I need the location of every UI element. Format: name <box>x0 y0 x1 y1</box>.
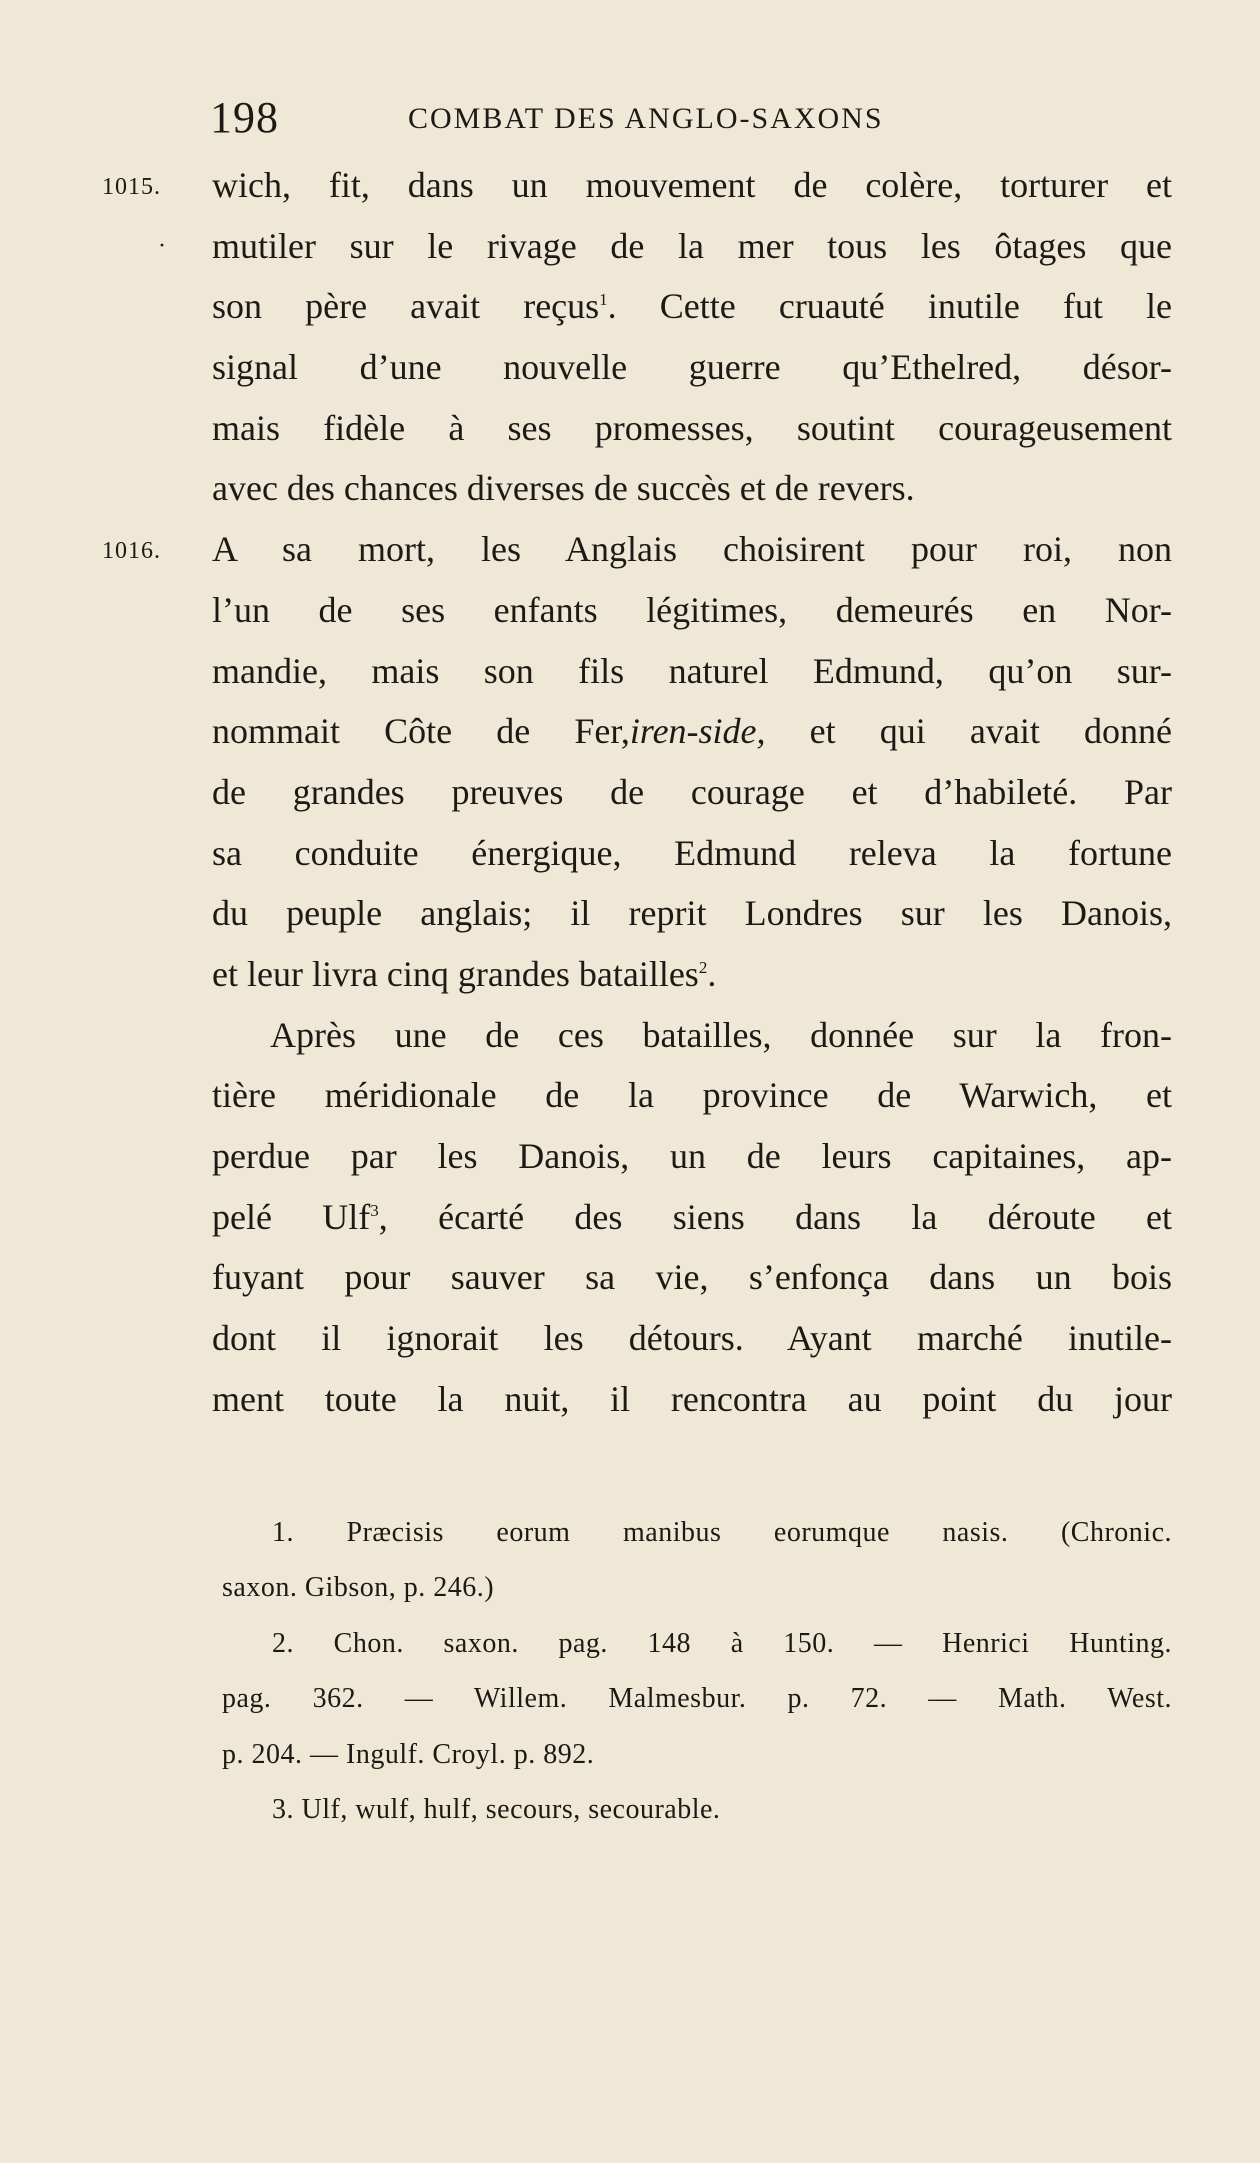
footnote-1: 1. Præcisis eorum manibus eorumque nasis. (Chronic. <box>272 1517 1172 1548</box>
footnote-2: 2. Chon. saxon. pag. 148 à 150. — Henrici Hunting. <box>272 1627 1172 1659</box>
text-line <box>212 762 1172 823</box>
text-line <box>212 276 1172 337</box>
line-text: tière méridionale de la province de Warwich, et <box>212 1075 1172 1116</box>
text-line <box>102 155 1172 216</box>
line-text: A sa mort, les Anglais choisirent pour roi, non <box>212 529 1172 570</box>
line-text: . <box>707 953 717 994</box>
footnote-3: 3. Ulf, wulf, hulf, secours, secourable. <box>272 1793 721 1825</box>
line-text: sa conduite énergique, Edmund releva la fortune <box>212 832 1172 873</box>
line-text: mutiler sur le rivage de la mer tous les ôtages que <box>212 225 1172 266</box>
line-text: et qui avait donné <box>765 711 1172 752</box>
line-text: dont il ignorait les détours. Ayant marché inutile- <box>212 1318 1172 1359</box>
line-text: avec des chances diverses de succès et de revers. <box>212 468 915 509</box>
line-text: ment toute la nuit, il rencontra au point du jour <box>212 1378 1172 1419</box>
text-line <box>212 1126 1172 1187</box>
text-line <box>158 216 1172 277</box>
line-text: mandie, mais son fils naturel Edmund, qu’on sur- <box>212 650 1172 691</box>
text-line <box>212 1187 1172 1248</box>
text-line <box>212 1247 1172 1308</box>
line-text: Après une de ces batailles, donnée sur la fron- <box>270 1014 1172 1055</box>
running-title: COMBAT DES ANGLO-SAXONS <box>408 102 884 135</box>
text-line <box>212 580 1172 641</box>
line-text: signal d’une nouvelle guerre qu’Ethelred, désor- <box>212 347 1172 388</box>
line-text: de grandes preuves de courage et d’habileté. Par <box>212 771 1172 812</box>
margin-year-1015: 1015. <box>102 174 161 200</box>
text-line <box>212 1065 1172 1126</box>
footnote-2-cont: p. 204. — Ingulf. Croyl. p. 892. <box>222 1738 595 1770</box>
footnote-ref-1: 1 <box>599 290 608 310</box>
footnote-ref-3: 3 <box>370 1200 379 1220</box>
footnote-2-cont: pag. 362. — Willem. Malmesbur. p. 72. — Math. West. <box>222 1683 1172 1715</box>
text-line <box>212 398 1172 459</box>
line-text: pelé Ulf <box>212 1196 371 1237</box>
text-line <box>212 1308 1172 1369</box>
line-text: fuyant pour sauver sa vie, s’enfonça dans un bois <box>212 1257 1172 1298</box>
line-text: l’un de ses enfants légitimes, demeurés en Nor- <box>212 589 1172 630</box>
line-text: . Cette cruauté inutile fut le <box>607 286 1173 327</box>
line-text: mais fidèle à ses promesses, soutint courageusement <box>212 407 1172 448</box>
text-line <box>102 519 1172 580</box>
text-line <box>212 944 1172 1005</box>
line-text: , écarté des siens dans la déroute et <box>378 1196 1172 1237</box>
line-text: du peuple anglais; il reprit Londres sur les Danois, <box>212 893 1172 934</box>
text-line <box>212 701 1172 762</box>
page-number: 198 <box>210 93 279 142</box>
text-line <box>212 337 1172 398</box>
text-line <box>212 641 1172 702</box>
line-text: et leur livra cinq grandes batailles <box>212 953 699 994</box>
text-line <box>212 823 1172 884</box>
line-text: nommait Côte de Fer, <box>212 711 630 752</box>
text-line <box>212 458 1172 519</box>
page-header <box>0 92 1260 152</box>
margin-dot: · <box>158 232 166 259</box>
line-text: perdue par les Danois, un de leurs capitaines, ap- <box>212 1136 1172 1176</box>
line-text: son père avait reçus <box>212 286 600 327</box>
footnotes <box>222 1505 1172 1837</box>
footnote-1-cont: saxon. Gibson, p. 246.) <box>222 1572 495 1604</box>
margin-year-1016: 1016. <box>102 538 161 565</box>
text-line <box>212 1005 1172 1066</box>
line-text: wich, fit, dans un mouvement de colère, torturer et <box>212 165 1172 205</box>
italic-term: iren-side, <box>629 711 766 752</box>
text-line <box>212 1369 1172 1430</box>
body-text <box>102 155 1173 1429</box>
footnote-ref-2: 2 <box>698 957 708 977</box>
text-line <box>212 883 1172 944</box>
